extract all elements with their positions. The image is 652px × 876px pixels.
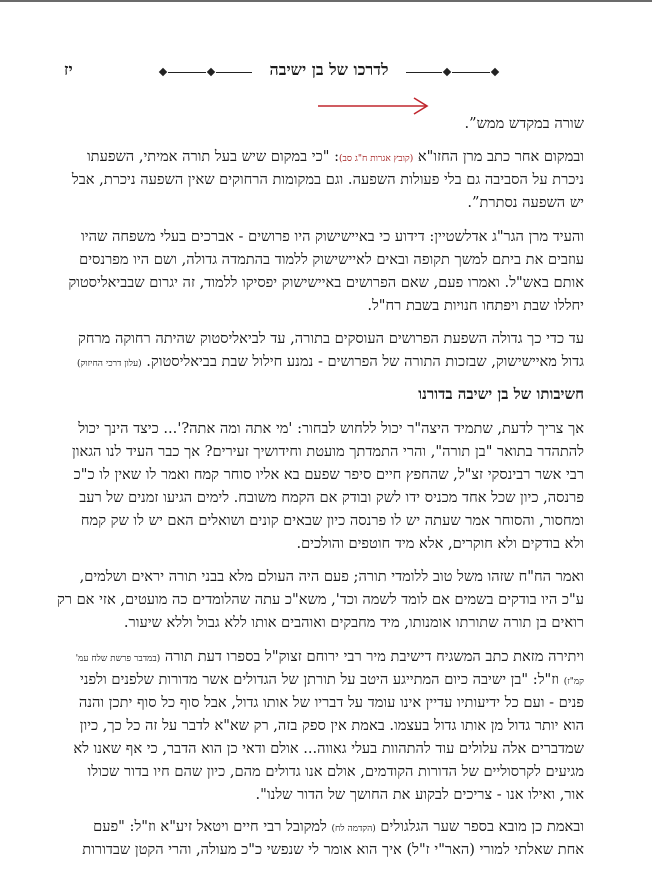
line-text: אך צריך לדעת, שתמיד היצה"ר יכול ללחוש לבחור: 'מי אתה ומה אתה?'... כיצד הינך יכול — [78, 420, 584, 437]
text-line — [68, 463, 584, 486]
line-text: שורה במקדש ממש”. — [464, 115, 584, 132]
source-note: קמ"ז) — [563, 677, 584, 687]
line-text: עוזבים את ביתם למשך תקופה ובאים לאיישישוק ללמוד בהתמדה גדולה, ושם היו מפרנסים — [79, 251, 584, 268]
paragraph-gap — [68, 373, 584, 382]
line-text: והעיד מרן הגר"ג אדלשטיין: דידוע כי באיישישוק היו פרושים - אברכים בעלי משפחה שהיו — [81, 228, 584, 245]
text-line — [68, 191, 584, 214]
line-text: ובמקום אחר כתב מרן החזו"א — [413, 148, 584, 165]
paragraph — [68, 417, 584, 555]
text-line — [68, 565, 584, 588]
line-text: פנים - ועם כל ידיעותיו עדיין אינו עומד על דבריו של אותו גדול, אבל סוף כל סוף יתכן והנה — [78, 694, 584, 711]
top-rule — [0, 0, 652, 2]
line-text: ע"כ היו בודקים בשמים אם לומד לשמה וכד', משא"כ עתה שהלומדים כה מועטים, אזי אם רק — [56, 591, 584, 608]
ornament-diamond — [159, 68, 167, 76]
ornament-line — [168, 72, 206, 73]
text-line — [68, 417, 584, 440]
text-line — [68, 691, 584, 714]
line-text: אחת שאלתי למורי (האר"י ז"ל) איך הוא אומר לי שנפשי כ"כ מעולה, והרי הקטן שבדורות — [82, 841, 584, 858]
ornament-diamond — [491, 68, 499, 76]
text-line — [68, 486, 584, 509]
section-heading: חשיבותו של בן ישיבה בדורנו — [418, 385, 584, 403]
paragraph-gap — [68, 135, 584, 145]
paragraph-gap — [68, 555, 584, 565]
page-number: יז — [64, 60, 73, 79]
text-line — [68, 248, 584, 271]
source-note: (במדבר פרשת שלח עמ' — [75, 654, 161, 664]
line-text: רואים בן תורה שתורתו אומנותו, מיד מחבקים ואוהבים אותו ללא גבול וללא שיעור. — [123, 614, 584, 631]
running-title: לדרכו של בן ישיבה — [269, 60, 389, 79]
paragraph-gap — [68, 317, 584, 327]
paragraph — [68, 815, 584, 861]
text-line — [68, 714, 584, 737]
page-body — [56, 112, 584, 861]
text-line — [68, 225, 584, 248]
paragraph-gap — [68, 406, 584, 417]
line-text: ואמר הח"ח שזהו משל טוב ללומדי תורה; פעם היה העולם מלא בבני תורה יראים ושלמים, — [79, 568, 584, 585]
line-text-continued: למקובל רבי חיים ויטאל זיע"א וז"ל: "פעם — [93, 818, 332, 835]
paragraph — [56, 565, 584, 634]
line-text: יחללו שבת ויפתחו חנויות בשבת רח"ל. — [367, 297, 584, 314]
text-line — [68, 168, 584, 191]
line-text-continued: : "כי במקום שיש בעל תורה אמיתי, השפעתו — [86, 148, 340, 165]
line-text: פרנסה, כיון שכל אחד מכניס ידו לשק ובודק אם הקמח משובח. לימים הגיעו זמנים של רעב — [79, 489, 584, 506]
ornament-diamond — [207, 68, 215, 76]
text-line — [68, 611, 584, 634]
text-line — [68, 271, 584, 294]
text-line — [68, 838, 584, 861]
line-text: אותם באש"ל. ואמרו פעם, שאם הפרושים באיישישוק יפסיקו ללמוד, זה יגרום שבביאליסטוק — [68, 274, 584, 291]
ornament-line — [452, 72, 490, 73]
text-line — [68, 760, 584, 783]
source-note: (הקדמה לח) — [331, 824, 376, 834]
paragraph — [68, 145, 584, 214]
line-text: ולא בודקים ולא חוקרים, אלא מיד חוטפים והולכים. — [296, 535, 584, 552]
ornament-line — [216, 72, 252, 73]
source-note: (עלון דרכי החיזוק) — [76, 359, 142, 369]
line-text: אור, ואילו אנו - צריכים לבקוע את החושך של הדור שלנו". — [255, 786, 584, 803]
text-line — [68, 668, 584, 691]
text-line — [68, 294, 584, 317]
ornament-diamond — [443, 68, 451, 76]
line-text: רבי אשר רבינסקי זצ"ל, שהחפץ חיים סיפר שפעם בא אליו סוחר קמח ואמר לו שאין לו כ"כ — [73, 466, 584, 483]
ornament-line — [406, 72, 442, 73]
text-line — [68, 645, 584, 668]
line-text: להתהדר בתואר "בן תורה", והרי התמדתך מועטת וחידושיך זעירים? אך כבר העיד לנו הגאון — [72, 443, 584, 460]
line-text: ומחסור, והסוחר אמר שעתה יש לו פרנסה כיון שבאים קונים ושואלים האם יש לו שק קמח — [80, 512, 584, 529]
text-line — [68, 112, 584, 135]
line-text-continued: וז"ל: "בן ישיבה כיום המתייגע היטב על תורתן של הגדולים אשר מדורות שלפנים ולפני — [79, 671, 564, 688]
line-text: גדול מאיישישוק, שבזכות התורה של הפרושים - נמנע חילול שבת בביאליסטוק. — [141, 353, 584, 370]
text-line — [68, 509, 584, 532]
paragraph — [68, 112, 584, 135]
line-text: יש השפעה נסתרת”. — [467, 194, 584, 211]
text-line — [68, 327, 584, 350]
paragraph-gap — [68, 214, 584, 225]
text-line — [56, 588, 584, 611]
line-text: עד כדי כך גדולה השפעת הפרושים העוסקים בתורה, עד לביאליסטוק שהיתה רחוקה מרחק — [78, 330, 584, 347]
line-text: ניכרת על הסביבה גם בלי פעולות השפעה. וגם במקומות הרחוקים שאין השפעה ניכרת, אבל — [71, 171, 584, 188]
line-text: מגיעים לקרסוליים של הדורות הקודמים, אולם אנו גדולים מהם, כיון שהם חיו בדור שכולו — [87, 763, 584, 780]
paragraph — [68, 645, 584, 806]
text-line — [68, 737, 584, 760]
text-line — [68, 440, 584, 463]
paragraph — [68, 327, 584, 373]
text-line — [68, 350, 584, 373]
source-note: (קובץ אגרות ח"ג סב) — [339, 154, 414, 164]
line-text: ויתירה מזאת כתב המשגיח דישיבת מיר רבי ירוחם זצוק"ל בספרו דעת תורה — [160, 648, 584, 665]
line-text: שמדברים אלה עלולים עוד להתהוות בעלי גאווה... אולם ודאי כן הוא הדבר, כי אף שאנו לא — [73, 740, 584, 757]
text-line — [68, 145, 584, 168]
text-line — [68, 783, 584, 806]
text-line — [68, 532, 584, 555]
text-line — [68, 815, 584, 838]
paragraph — [68, 225, 584, 317]
line-text: ובאמת כן מובא בספר שער הגלגולים — [375, 818, 584, 835]
page-header — [0, 58, 652, 88]
line-text: הוא יותר גדול מן אותו גדול בעצמו. באמת אין ספק בזה, רק שא"א לדבר על זה כל כך, כיון — [79, 717, 584, 734]
paragraph-gap — [68, 634, 584, 645]
paragraph-gap — [68, 806, 584, 815]
